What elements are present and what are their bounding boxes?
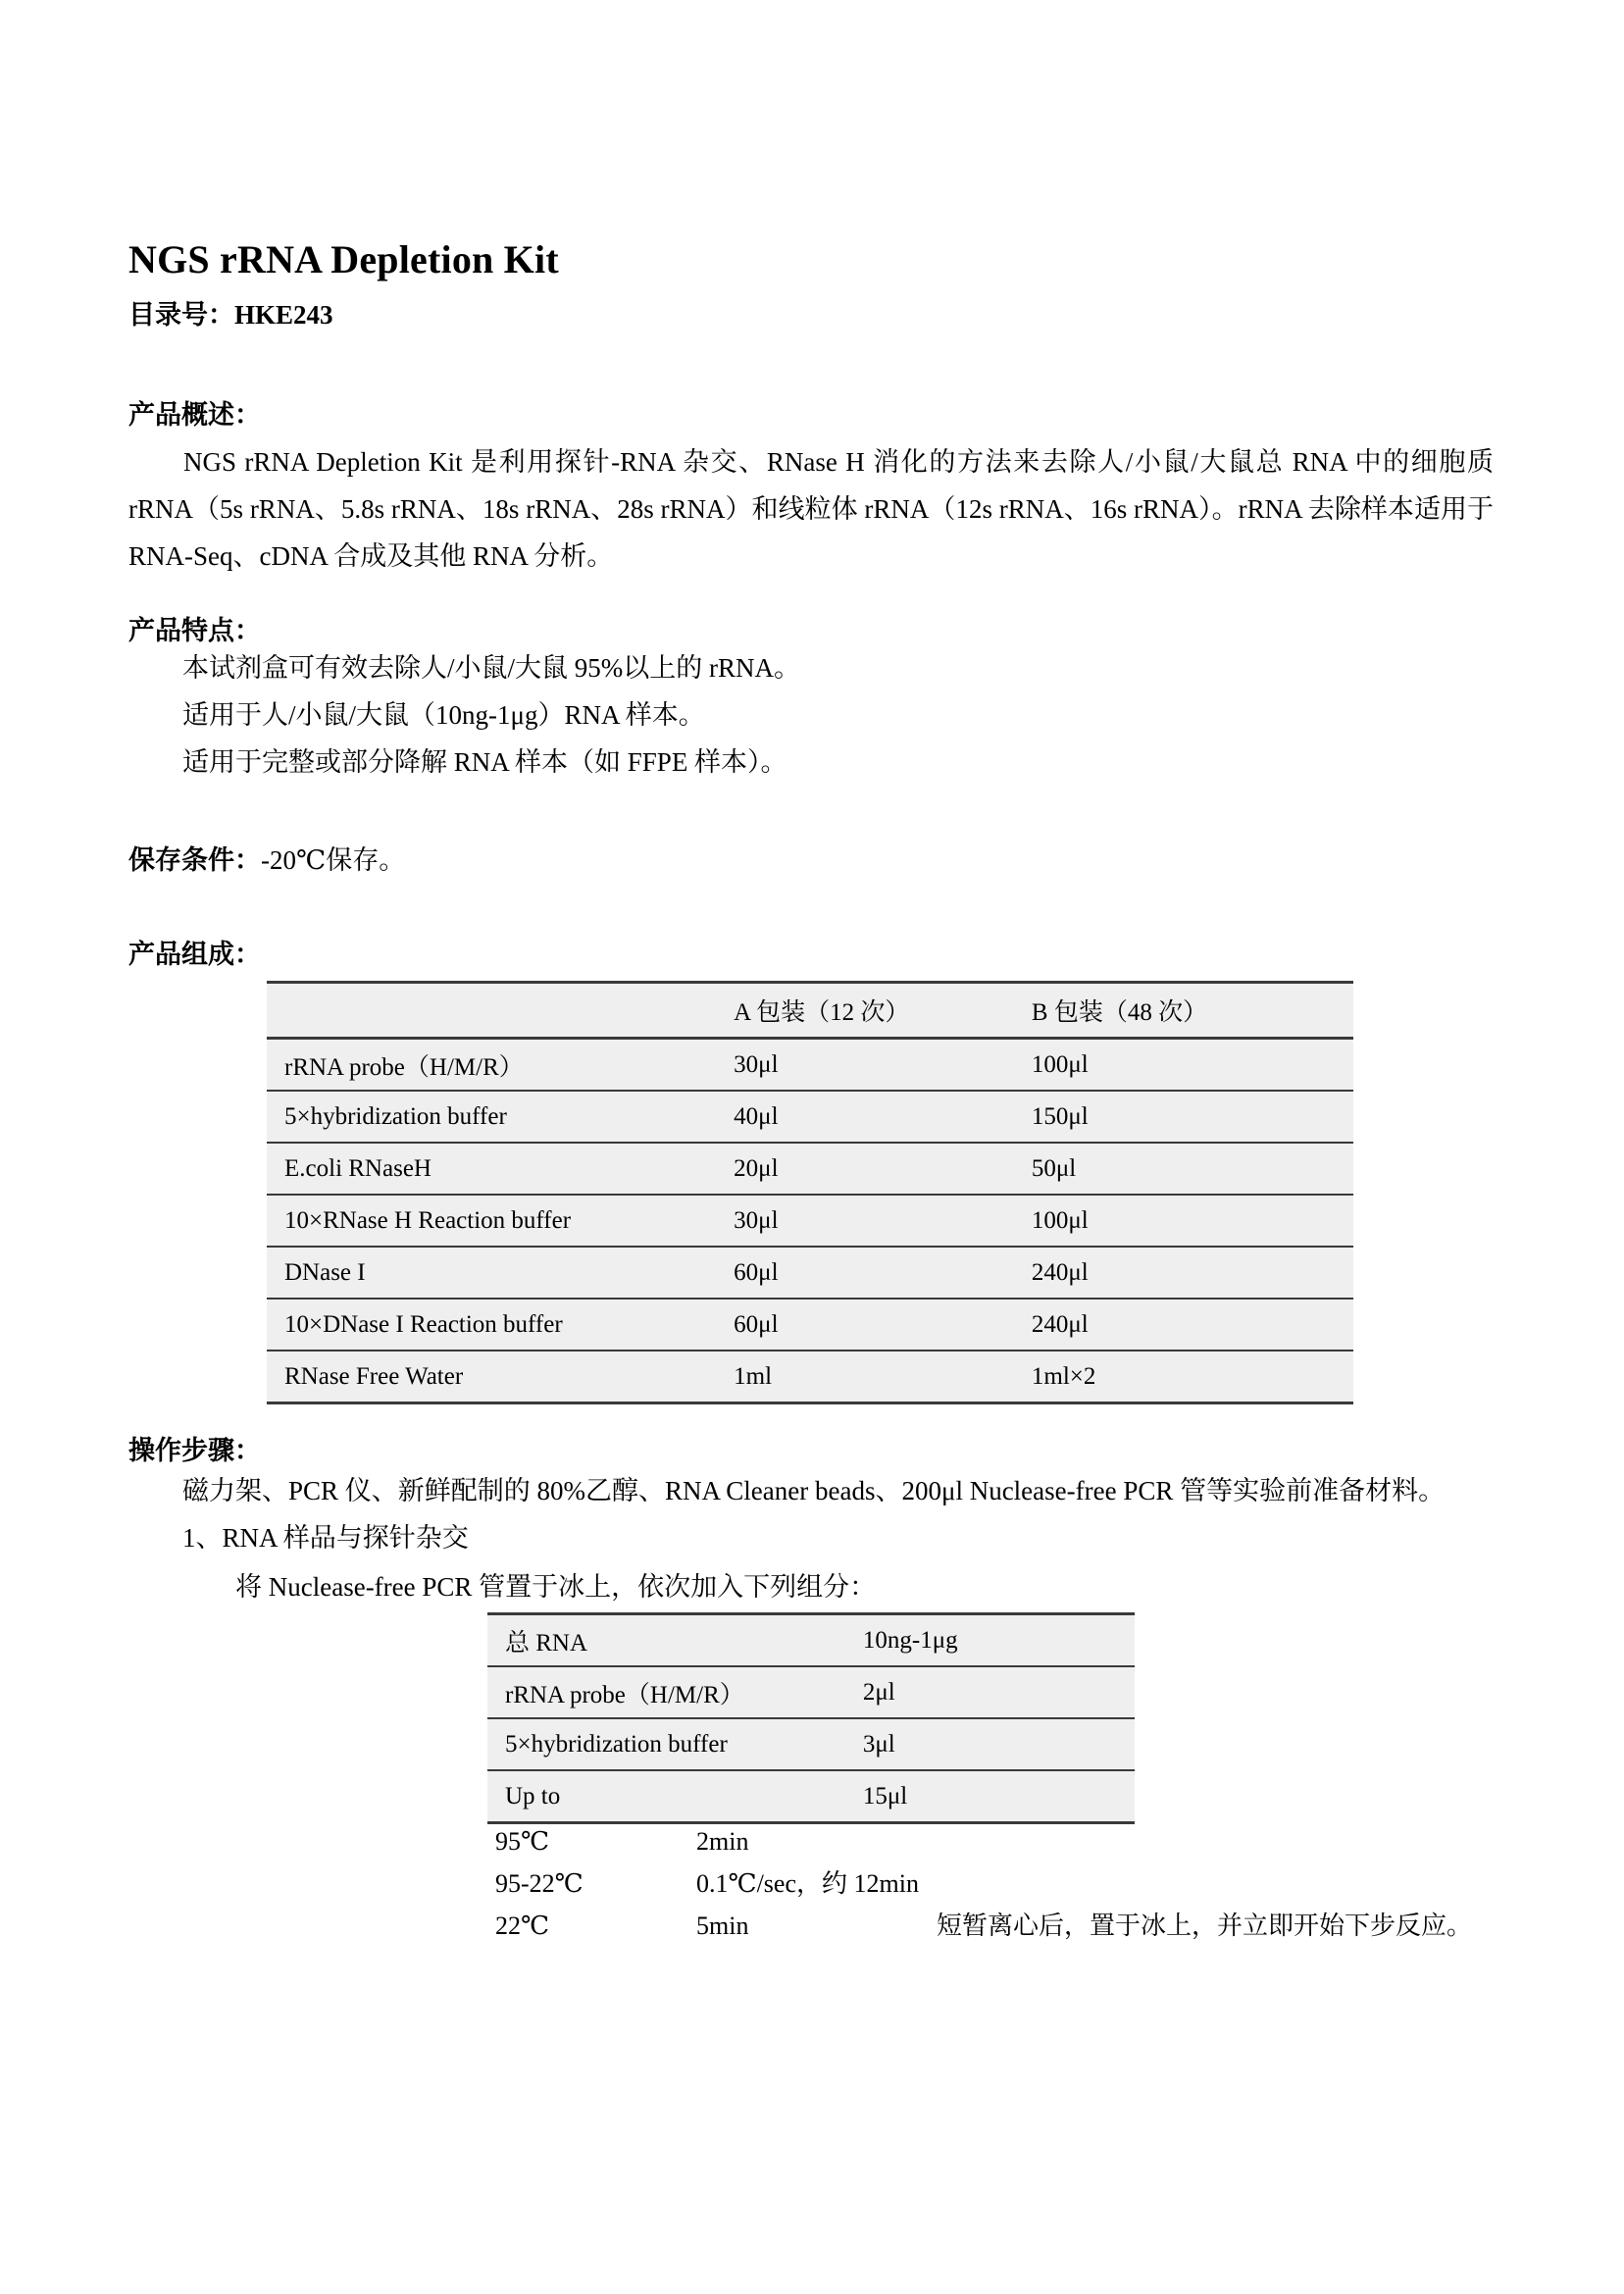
package-b-amount: 100μl	[1014, 1195, 1353, 1247]
thermal-duration: 2min	[696, 1827, 749, 1856]
mix-component-name: rRNA probe（H/M/R）	[487, 1666, 845, 1718]
component-name: 10×DNase I Reaction buffer	[267, 1299, 716, 1351]
feature-item: 适用于人/小鼠/大鼠（10ng-1μg）RNA 样本。	[182, 700, 705, 730]
package-a-amount: 30μl	[716, 1039, 1014, 1092]
column-header-component	[267, 983, 716, 1039]
component-name: RNase Free Water	[267, 1351, 716, 1403]
page-title: NGS rRNA Depletion Kit	[128, 237, 559, 281]
component-name: 10×RNase H Reaction buffer	[267, 1195, 716, 1247]
thermal-note: 短暂离心后，置于冰上，并立即开始下步反应。	[937, 1912, 1473, 1940]
column-header-package-a: A 包装（12 次）	[716, 983, 1014, 1039]
package-b-amount: 240μl	[1014, 1247, 1353, 1299]
component-name: E.coli RNaseH	[267, 1143, 716, 1195]
table-row	[267, 1039, 1353, 1092]
section-heading-composition: 产品组成：	[128, 940, 261, 969]
table-row	[487, 1666, 1135, 1718]
storage-label: 保存条件：	[128, 845, 261, 875]
table-row	[487, 1614, 1135, 1667]
column-header-package-b: B 包装（48 次）	[1014, 983, 1353, 1039]
table-row	[487, 1770, 1135, 1823]
package-b-amount: 150μl	[1014, 1091, 1353, 1143]
package-a-amount: 60μl	[716, 1299, 1014, 1351]
package-a-amount: 20μl	[716, 1143, 1014, 1195]
package-a-amount: 30μl	[716, 1195, 1014, 1247]
thermal-duration: 5min	[696, 1912, 749, 1940]
mix-component-name: Up to	[487, 1770, 845, 1823]
table-row	[267, 1247, 1353, 1299]
package-b-amount: 100μl	[1014, 1039, 1353, 1092]
package-b-amount: 240μl	[1014, 1299, 1353, 1351]
section-heading-features: 产品特点：	[128, 616, 261, 645]
package-a-amount: 60μl	[716, 1247, 1014, 1299]
feature-item: 适用于完整或部分降解 RNA 样本（如 FFPE 样本）。	[182, 747, 787, 777]
mix-component-amount: 2μl	[845, 1666, 1135, 1718]
thermal-program-row	[495, 1862, 1472, 1905]
section-heading-procedure: 操作步骤：	[128, 1436, 261, 1465]
catalog-label: 目录号：	[128, 300, 234, 330]
thermal-program-row	[495, 1820, 1472, 1862]
table-row	[487, 1718, 1135, 1770]
mix-component-amount: 15μl	[845, 1770, 1135, 1823]
overview-paragraph: NGS rRNA Depletion Kit 是利用探针-RNA 杂交、RNase H 消化的方法来去除人/小鼠/大鼠总 RNA 中的细胞质 rRNA（5s rRNA、5.8s rRNA、18s rRNA、28s rRNA）和线粒体 rRNA（12s rRNA、16s rRNA）。rRNA 去除样本适用于 RNA-Seq、cDNA 合成及其他 RNA 分析。	[128, 447, 1494, 571]
reaction-mix-table	[487, 1612, 1135, 1824]
composition-table	[267, 981, 1353, 1404]
catalog-value: HKE243	[234, 300, 333, 330]
storage-value: -20℃保存。	[261, 845, 406, 875]
thermal-temperature: 95℃	[495, 1827, 550, 1856]
package-b-amount: 1ml×2	[1014, 1351, 1353, 1403]
thermal-temperature: 95-22℃	[495, 1869, 584, 1898]
procedure-prep-note: 磁力架、PCR 仪、新鲜配制的 80%乙醇、RNA Cleaner beads、200μl Nuclease-free PCR 管等实验前准备材料。	[182, 1476, 1446, 1505]
thermal-program	[495, 1820, 1472, 1947]
table-row	[267, 1195, 1353, 1247]
package-a-amount: 1ml	[716, 1351, 1014, 1403]
storage-condition-line	[128, 844, 405, 876]
component-name: DNase I	[267, 1247, 716, 1299]
catalog-number-line	[128, 299, 333, 331]
component-name: rRNA probe（H/M/R）	[267, 1039, 716, 1092]
table-row	[267, 1091, 1353, 1143]
table-row	[267, 1299, 1353, 1351]
thermal-program-row	[495, 1905, 1472, 1947]
table-header-row	[267, 983, 1353, 1039]
section-heading-overview: 产品概述：	[128, 400, 261, 430]
component-name: 5×hybridization buffer	[267, 1091, 716, 1143]
mix-component-name: 总 RNA	[487, 1614, 845, 1667]
table-row	[267, 1143, 1353, 1195]
procedure-step-1-title: 1、RNA 样品与探针杂交	[182, 1523, 469, 1553]
procedure-step-1-instruction: 将 Nuclease-free PCR 管置于冰上，依次加入下列组分：	[235, 1572, 877, 1602]
thermal-temperature: 22℃	[495, 1912, 550, 1940]
mix-component-amount: 3μl	[845, 1718, 1135, 1770]
package-a-amount: 40μl	[716, 1091, 1014, 1143]
feature-item: 本试剂盒可有效去除人/小鼠/大鼠 95%以上的 rRNA。	[182, 653, 800, 683]
thermal-duration: 0.1℃/sec，约 12min	[696, 1869, 919, 1898]
table-row	[267, 1351, 1353, 1403]
mix-component-name: 5×hybridization buffer	[487, 1718, 845, 1770]
mix-component-amount: 10ng-1μg	[845, 1614, 1135, 1667]
package-b-amount: 50μl	[1014, 1143, 1353, 1195]
